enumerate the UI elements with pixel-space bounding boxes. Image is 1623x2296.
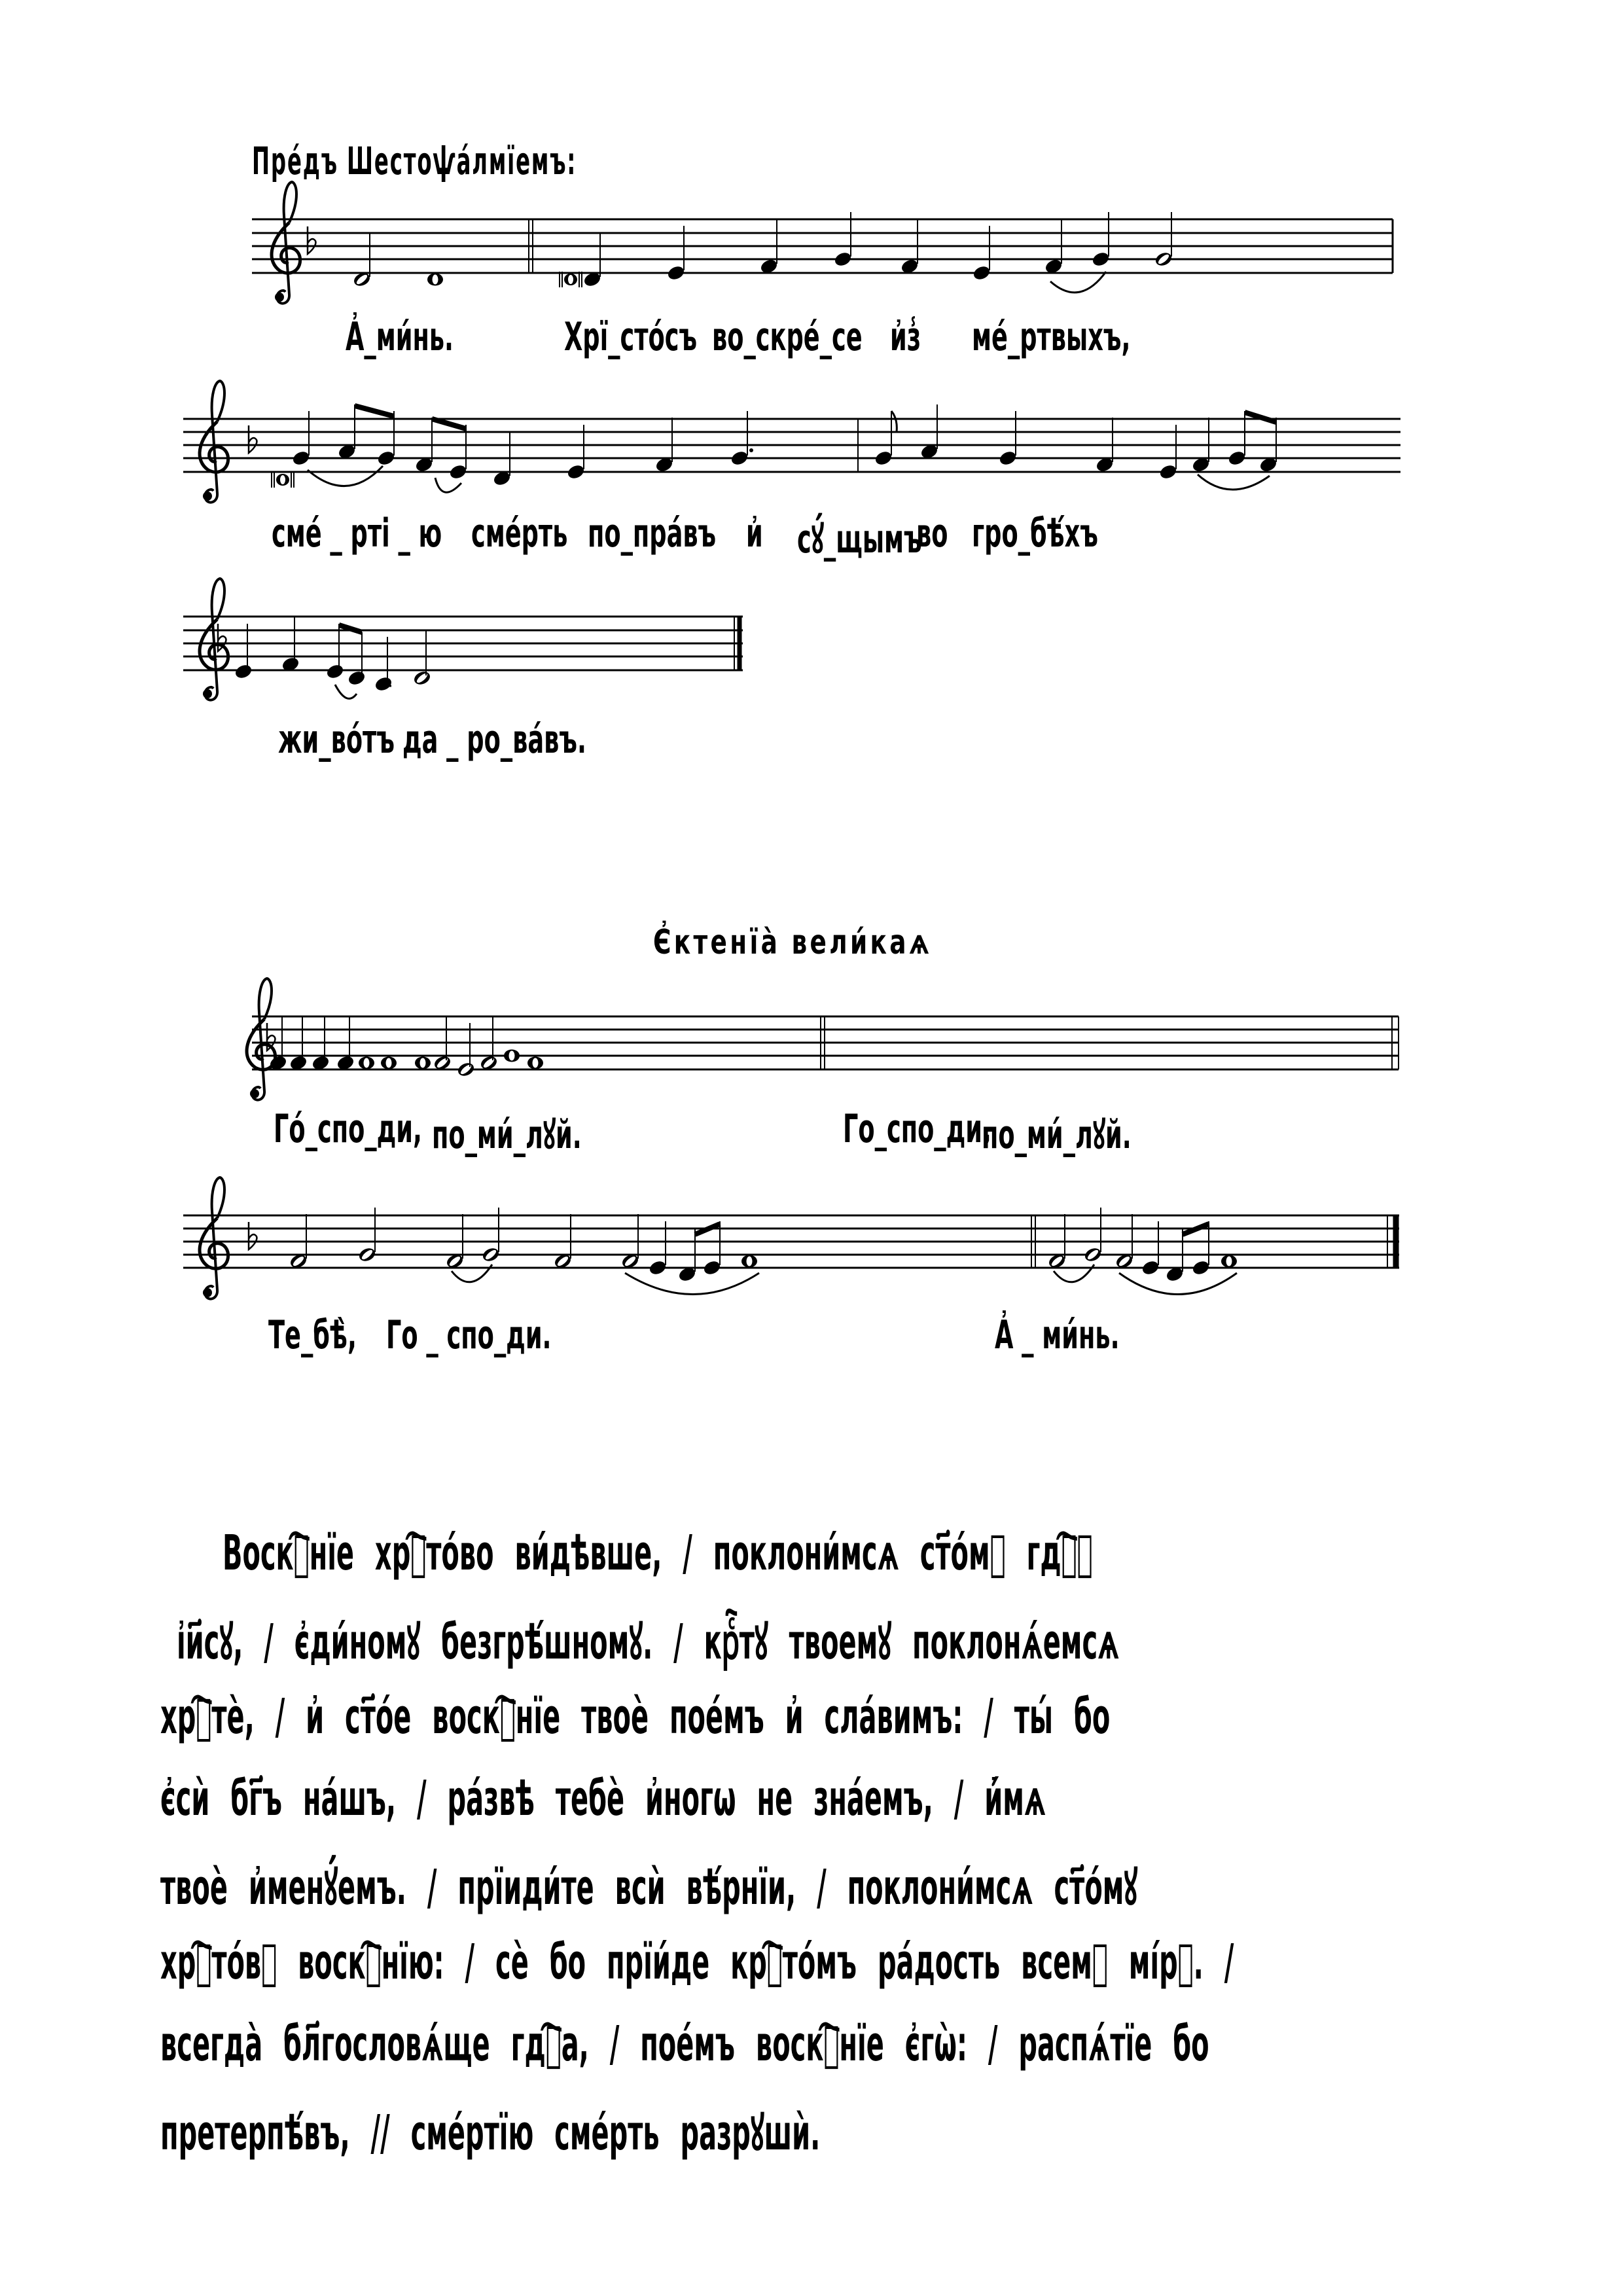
notes-staff-5: [289, 1208, 1237, 1295]
staff-2: [183, 419, 1400, 472]
prose-line: твоѐ и҆менꙋ́емъ. / прїиди́те всѝ вѣ́рнїи, / поклони́мсѧ ст҃о́мꙋ: [160, 1859, 1138, 1916]
lyric-vo: во: [916, 511, 948, 556]
flat-icon: [249, 1222, 257, 1249]
lyric-smert: сме́рть: [471, 511, 568, 556]
treble-clef-icon: [200, 579, 228, 700]
flat-icon: [308, 226, 315, 254]
flat-icon: [249, 425, 257, 453]
lyric-smertiyu: сме́ _ рті _ ю: [272, 511, 442, 556]
prose-line: Воскⷭ҇нїе хрⷭ҇то́во ви́дѣвше, / поклони́мсѧ ст҃о́мꙋ гдⷭ҇ꙋ: [223, 1525, 1093, 1581]
lyric-darovav: да _ ро_ва́въ.: [402, 717, 586, 762]
lyric-gospodi-3: Го _ спо_ди.: [386, 1312, 552, 1358]
lyric-voskrese: во_скре́_се: [712, 314, 863, 360]
lyric-zhivot: жи_во́тъ: [278, 717, 395, 762]
prose-line: хрⷭ҇то́вꙋ воскⷭ҇нїю: / сѐ бо прїи́де крⷭ҇то́мъ ра́дость всемꙋ мі́рꙋ. /: [160, 1934, 1234, 1990]
lyric-amen-2: А҆ _ ми́нь.: [995, 1312, 1120, 1358]
lyric-pomilui-1: по_ми́_лꙋй.: [432, 1112, 582, 1158]
lyric-amen: А҆_ми́нь.: [346, 314, 454, 360]
lyric-popprav: по_пра́въ: [588, 511, 717, 556]
lyric-iz: и҆з̾: [890, 314, 921, 360]
prose-line: і҆и҃сꙋ, / є҆ди́номꙋ безгрѣ́шномꙋ. / крⷭ҇тꙋ твоемꙋ поклонѧ́емсѧ: [177, 1614, 1120, 1670]
treble-clef-icon: [200, 381, 228, 503]
notes-staff-3: [234, 617, 432, 698]
lyric-grobekh: гро_бѣ́хъ: [972, 511, 1098, 556]
staff-1: [252, 219, 1393, 273]
lyric-tebe: Те_бѣ̀,: [268, 1312, 357, 1358]
staff-3: [183, 617, 743, 670]
lyric-sushchym: сꙋ́_щымъ: [797, 516, 922, 562]
section-heading-before-six-psalms: Пре́дъ Шестоѱа́лмїемъ:: [252, 139, 577, 183]
notes-staff-1: [352, 212, 1173, 293]
lyric-gospodi-1: Го́_спо_ди,: [274, 1106, 422, 1152]
treble-clef-icon: [247, 978, 276, 1100]
notes-staff-2: [272, 404, 1278, 492]
lyric-christos: Хрї_сто́съ: [564, 314, 698, 360]
prose-line: претерпѣ́въ, // сме́ртїю сме́рть разрꙋшѝ.: [160, 2105, 821, 2161]
prose-line: є҆сѝ бг҃ъ на́шъ, / ра́звѣ тебѐ и҆ногѡ не зна́емъ, / и҆́мѧ: [160, 1770, 1046, 1827]
lyric-mertvykh: ме́_ртвыхъ,: [972, 314, 1131, 360]
lyric-pomilui-2: по_ми́_лꙋй.: [982, 1112, 1132, 1158]
lyric-gospodi-2: Го_спо_ди,: [843, 1106, 991, 1152]
section-heading-great-litany: Є҆ктенїа̀ вели́каѧ: [653, 923, 933, 962]
treble-clef-icon: [200, 1177, 228, 1299]
lyric-i: и҆: [746, 511, 763, 556]
treble-clef-icon: [272, 182, 300, 304]
prose-line: хрⷭ҇тѐ, / и҆ ст҃о́е воскⷭ҇нїе твоѐ пое́мъ и҆ сла́вимъ: / ты́ бо: [160, 1689, 1111, 1745]
prose-line: всегда̀ бл҃гословѧ́ще гдⷭ҇а, / пое́мъ воскⷭ҇нїе є҆гѡ̀: / распѧ́тїе бо: [160, 2016, 1209, 2072]
